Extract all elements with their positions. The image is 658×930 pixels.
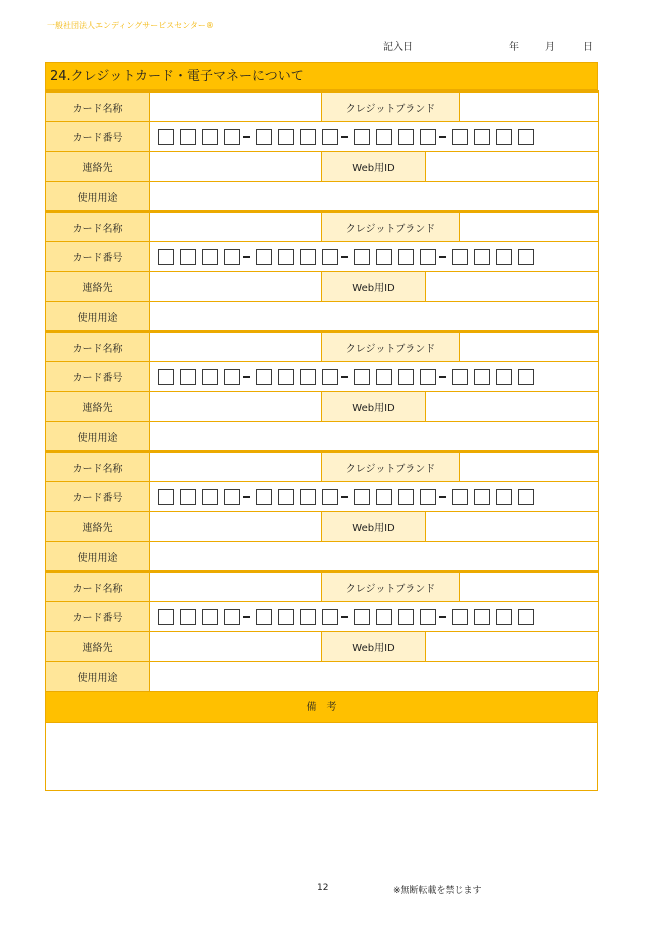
- remarks-header: 備 考: [45, 692, 598, 723]
- card-digit-box[interactable]: [354, 369, 370, 385]
- card-table: [45, 90, 599, 692]
- credit-brand-field[interactable]: [460, 212, 599, 242]
- card-digit-box[interactable]: [322, 609, 338, 625]
- card-digit-box[interactable]: [420, 609, 436, 625]
- card-digit-box[interactable]: [322, 369, 338, 385]
- digit-group-separator: [243, 376, 250, 378]
- card-digit-box[interactable]: [278, 609, 294, 625]
- card-digit-box[interactable]: [474, 129, 490, 145]
- card-number-row: [46, 602, 599, 632]
- card-number-label: カード番号: [46, 242, 150, 272]
- card-name-field[interactable]: [150, 212, 322, 242]
- card-number-row: [46, 362, 599, 392]
- card-digit-box[interactable]: [518, 489, 534, 505]
- card-number-label: カード番号: [46, 362, 150, 392]
- card-name-field[interactable]: [150, 572, 322, 602]
- usage-label: 使用用途: [46, 422, 150, 452]
- contact-label: 連絡先: [46, 392, 150, 422]
- card-digit-box[interactable]: [256, 129, 272, 145]
- credit-brand-field[interactable]: [460, 572, 599, 602]
- digit-group-separator: [341, 376, 348, 378]
- card-name-row: [46, 212, 599, 242]
- card-digit-box[interactable]: [158, 369, 174, 385]
- card-number-field[interactable]: [150, 602, 599, 632]
- card-name-field[interactable]: [150, 92, 322, 122]
- web-id-label: Web用ID: [322, 272, 426, 302]
- web-id-field[interactable]: [426, 152, 599, 182]
- card-digit-box[interactable]: [300, 609, 316, 625]
- card-digit-box[interactable]: [474, 609, 490, 625]
- card-digit-box[interactable]: [180, 489, 196, 505]
- card-digit-box[interactable]: [224, 609, 240, 625]
- card-digit-box[interactable]: [376, 489, 392, 505]
- contact-label: 連絡先: [46, 632, 150, 662]
- card-digit-box[interactable]: [256, 249, 272, 265]
- web-id-label: Web用ID: [322, 632, 426, 662]
- card-digit-box[interactable]: [300, 489, 316, 505]
- card-digit-box[interactable]: [224, 249, 240, 265]
- card-name-field[interactable]: [150, 332, 322, 362]
- credit-brand-field[interactable]: [460, 452, 599, 482]
- card-digit-box[interactable]: [496, 249, 512, 265]
- digit-group-separator: [243, 616, 250, 618]
- card-digit-box[interactable]: [158, 249, 174, 265]
- card-digit-box[interactable]: [474, 489, 490, 505]
- card-number-field[interactable]: [150, 122, 599, 152]
- card-digit-box[interactable]: [354, 129, 370, 145]
- usage-row: [46, 542, 599, 572]
- card-digit-box[interactable]: [256, 609, 272, 625]
- card-digit-box[interactable]: [354, 249, 370, 265]
- card-digit-box[interactable]: [354, 609, 370, 625]
- card-number-row: [46, 122, 599, 152]
- web-id-label: Web用ID: [322, 152, 426, 182]
- card-digit-box[interactable]: [496, 489, 512, 505]
- card-digit-box[interactable]: [474, 249, 490, 265]
- digit-group-separator: [439, 136, 446, 138]
- card-number-row: [46, 242, 599, 272]
- credit-brand-field[interactable]: [460, 332, 599, 362]
- card-digit-box[interactable]: [518, 369, 534, 385]
- card-digit-box[interactable]: [398, 609, 414, 625]
- card-digit-box[interactable]: [496, 609, 512, 625]
- card-number-label: カード番号: [46, 602, 150, 632]
- card-digit-box[interactable]: [420, 249, 436, 265]
- card-digit-box[interactable]: [518, 249, 534, 265]
- credit-brand-label: クレジットブランド: [322, 452, 460, 482]
- card-digit-box[interactable]: [376, 249, 392, 265]
- card-digit-box[interactable]: [376, 129, 392, 145]
- contact-row: [46, 152, 599, 182]
- usage-label: 使用用途: [46, 182, 150, 212]
- card-number-label: カード番号: [46, 482, 150, 512]
- credit-card-form: [45, 62, 598, 791]
- card-digit-box[interactable]: [202, 129, 218, 145]
- usage-field[interactable]: [150, 302, 599, 332]
- card-digit-box[interactable]: [376, 609, 392, 625]
- card-digit-box[interactable]: [452, 249, 468, 265]
- usage-label: 使用用途: [46, 662, 150, 692]
- copyright-notice: ※無断転載を禁じます: [393, 886, 482, 896]
- card-digit-box[interactable]: [158, 129, 174, 145]
- card-digit-box[interactable]: [224, 489, 240, 505]
- card-digit-box[interactable]: [398, 369, 414, 385]
- card-digit-box[interactable]: [322, 489, 338, 505]
- usage-row: [46, 302, 599, 332]
- credit-brand-field[interactable]: [460, 92, 599, 122]
- card-digit-box[interactable]: [180, 609, 196, 625]
- card-number-label: カード番号: [46, 122, 150, 152]
- organization-name: 一般社団法人エンディングサービスセンター®: [47, 21, 214, 30]
- usage-field[interactable]: [150, 662, 599, 692]
- usage-field[interactable]: [150, 422, 599, 452]
- card-digit-box[interactable]: [452, 369, 468, 385]
- card-digit-box[interactable]: [300, 129, 316, 145]
- digit-group-separator: [439, 616, 446, 618]
- card-name-row: [46, 572, 599, 602]
- contact-field[interactable]: [150, 272, 322, 302]
- card-digit-box[interactable]: [420, 489, 436, 505]
- card-digit-box[interactable]: [278, 129, 294, 145]
- contact-field[interactable]: [150, 632, 322, 662]
- digit-group-separator: [243, 496, 250, 498]
- card-digit-box[interactable]: [158, 489, 174, 505]
- card-digit-box[interactable]: [398, 489, 414, 505]
- contact-label: 連絡先: [46, 272, 150, 302]
- digit-group-separator: [341, 256, 348, 258]
- contact-row: [46, 392, 599, 422]
- card-digit-box[interactable]: [158, 609, 174, 625]
- card-digit-box[interactable]: [300, 249, 316, 265]
- card-digit-box[interactable]: [278, 249, 294, 265]
- card-digit-box[interactable]: [452, 129, 468, 145]
- card-digit-box[interactable]: [224, 129, 240, 145]
- card-digit-box[interactable]: [180, 249, 196, 265]
- credit-brand-label: クレジットブランド: [322, 92, 460, 122]
- card-digit-box[interactable]: [202, 609, 218, 625]
- digit-group-separator: [341, 136, 348, 138]
- contact-label: 連絡先: [46, 152, 150, 182]
- usage-field[interactable]: [150, 182, 599, 212]
- contact-row: [46, 272, 599, 302]
- card-name-label: カード名称: [46, 332, 150, 362]
- web-id-field[interactable]: [426, 272, 599, 302]
- usage-field[interactable]: [150, 542, 599, 572]
- usage-row: [46, 662, 599, 692]
- card-digit-box[interactable]: [224, 369, 240, 385]
- contact-row: [46, 512, 599, 542]
- page-number: 12: [317, 883, 329, 893]
- card-digit-box[interactable]: [354, 489, 370, 505]
- card-number-field[interactable]: [150, 482, 599, 512]
- card-name-label: カード名称: [46, 92, 150, 122]
- contact-label: 連絡先: [46, 512, 150, 542]
- card-digit-box[interactable]: [474, 369, 490, 385]
- card-digit-box[interactable]: [518, 129, 534, 145]
- card-name-label: カード名称: [46, 212, 150, 242]
- card-number-field[interactable]: [150, 362, 599, 392]
- year-label: 年: [509, 42, 519, 53]
- card-digit-box[interactable]: [420, 129, 436, 145]
- usage-row: [46, 182, 599, 212]
- card-digit-box[interactable]: [420, 369, 436, 385]
- card-digit-box[interactable]: [496, 369, 512, 385]
- card-digit-box[interactable]: [322, 129, 338, 145]
- entry-date-label: 記入日: [383, 42, 413, 53]
- credit-brand-label: クレジットブランド: [322, 572, 460, 602]
- web-id-field[interactable]: [426, 392, 599, 422]
- day-label: 日: [583, 42, 593, 53]
- card-name-label: カード名称: [46, 452, 150, 482]
- digit-group-separator: [243, 136, 250, 138]
- usage-row: [46, 422, 599, 452]
- card-digit-box[interactable]: [278, 489, 294, 505]
- card-digit-box[interactable]: [300, 369, 316, 385]
- digit-group-separator: [439, 256, 446, 258]
- card-digit-box[interactable]: [202, 249, 218, 265]
- digit-group-separator: [243, 256, 250, 258]
- card-digit-box[interactable]: [322, 249, 338, 265]
- month-label: 月: [545, 42, 555, 53]
- card-digit-box[interactable]: [518, 609, 534, 625]
- card-digit-box[interactable]: [256, 369, 272, 385]
- card-number-row: [46, 482, 599, 512]
- credit-brand-label: クレジットブランド: [322, 332, 460, 362]
- section-title: 24.クレジットカード・電子マネーについて: [45, 62, 598, 90]
- contact-row: [46, 632, 599, 662]
- card-name-row: [46, 92, 599, 122]
- digit-group-separator: [439, 496, 446, 498]
- remarks-field[interactable]: [45, 723, 598, 791]
- contact-field[interactable]: [150, 392, 322, 422]
- card-digit-box[interactable]: [398, 129, 414, 145]
- card-name-field[interactable]: [150, 452, 322, 482]
- card-digit-box[interactable]: [202, 369, 218, 385]
- web-id-field[interactable]: [426, 512, 599, 542]
- card-digit-box[interactable]: [398, 249, 414, 265]
- card-digit-box[interactable]: [452, 609, 468, 625]
- card-name-row: [46, 452, 599, 482]
- card-name-row: [46, 332, 599, 362]
- card-digit-box[interactable]: [202, 489, 218, 505]
- contact-field[interactable]: [150, 512, 322, 542]
- credit-brand-label: クレジットブランド: [322, 212, 460, 242]
- card-number-field[interactable]: [150, 242, 599, 272]
- digit-group-separator: [341, 496, 348, 498]
- usage-label: 使用用途: [46, 302, 150, 332]
- contact-field[interactable]: [150, 152, 322, 182]
- card-digit-box[interactable]: [180, 369, 196, 385]
- digit-group-separator: [341, 616, 348, 618]
- web-id-label: Web用ID: [322, 512, 426, 542]
- card-digit-box[interactable]: [256, 489, 272, 505]
- card-digit-box[interactable]: [278, 369, 294, 385]
- card-digit-box[interactable]: [496, 129, 512, 145]
- card-digit-box[interactable]: [376, 369, 392, 385]
- usage-label: 使用用途: [46, 542, 150, 572]
- digit-group-separator: [439, 376, 446, 378]
- web-id-label: Web用ID: [322, 392, 426, 422]
- card-digit-box[interactable]: [452, 489, 468, 505]
- card-digit-box[interactable]: [180, 129, 196, 145]
- card-name-label: カード名称: [46, 572, 150, 602]
- web-id-field[interactable]: [426, 632, 599, 662]
